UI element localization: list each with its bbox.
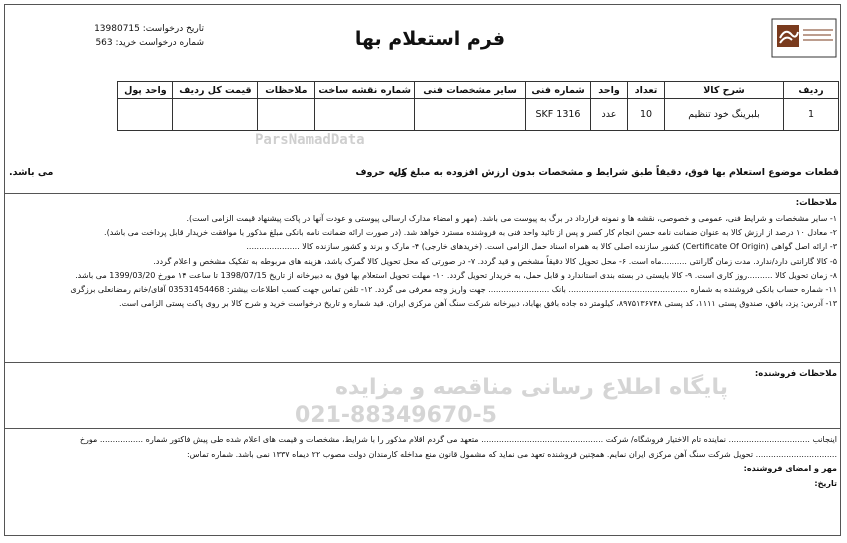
cell-currency[interactable] [118, 99, 173, 131]
cell-remarks[interactable] [258, 99, 315, 131]
cell-other-specs[interactable] [415, 99, 526, 131]
date-label: تاریخ: [814, 478, 837, 488]
divider [5, 428, 840, 429]
col-header-row-number: ردیف [784, 82, 839, 99]
cell-quantity: 10 [628, 99, 665, 131]
seller-commitment [9, 433, 837, 491]
note-line: ۸- زمان تحویل کالا ..........روز کاری است. ۹- کالا بایستی در بسته بندی استاندارد و قابل حمل، به خریدار تحویل گردد. ۱۰- مهلت تحویل استعلام بها فوق به دبیرخانه از تاریخ 1398/07/15 تا ساعت ۱۴ مورخ 1399/03/20 می باشد. [75, 270, 837, 280]
note-line: ۱۱- شماره حساب بانکی فروشنده به شماره ............................................... بانک ........................ جهت واریز وجه معرفی می گردد. ۱۲- تلفن تماس جهت کسب اطلاعات بیشتر: 03531454468 آقای/خانم رمضانعلی برزگری [70, 285, 837, 295]
divider [5, 362, 840, 363]
statement-part1: قطعات موضوع استعلام بها فوق، دقیقاً طبق شرایط و مشخصات بدون ارزش افزوده به مبلغ کل [392, 167, 839, 178]
watermark-phone: 021-88349670-5 [295, 403, 497, 428]
page-title: فرم استعلام بها [354, 28, 506, 50]
seller-signature-label: مهر و امضای فروشنده: [743, 464, 837, 473]
notes-title: ملاحظات: [795, 198, 837, 208]
notes-list [12, 212, 837, 311]
cell-row-number: 1 [784, 99, 839, 131]
statement-part3: می باشد. [9, 167, 54, 178]
items-table [117, 81, 839, 131]
note-line: ۱- سایر مشخصات و شرایط فنی، عمومی و خصوصی، نقشه ها و نمونه قرارداد در برگ به پیوست می باشد. (مهر و امضاء مدارک ارسالی پیوستی و عودت آنها در پاکت پیشنهاد قیمت الزامی است). [186, 214, 837, 223]
note-line: ۱۳- آدرس: یزد، بافق، صندوق پستی ۱۱۱۱، کد پستی ۸۹۷۵۱۳۶۷۴۸، کیلومتر ده جاده بافق بهاباد، دبیرخانه شرکت سنگ آهن مرکزی ایران. قید شماره و تاریخ درخواست خرید و شرح کالا بر روی پاکت پستی الزامی است. [119, 299, 837, 309]
request-number: شماره درخواست خرید: 563 [95, 38, 204, 48]
cell-technical-number: SKF 1316 [526, 99, 591, 131]
company-logo-icon [771, 18, 837, 58]
note-line: ۳- ارائه اصل گواهی (Certificate Of Origin) کشور سازنده اصلی کالا به همراه اسناد حمل الزامی است. (خریدهای خارجی) ۴- مارک و برند و کشور سازنده کالا ..................... [246, 242, 837, 252]
cell-unit: عدد [591, 99, 628, 131]
col-header-drawing-number: شماره نقشه ساخت [315, 82, 415, 99]
col-header-description: شرح کالا [665, 82, 784, 99]
seller-notes-title: ملاحظات فروشنده: [754, 369, 837, 379]
commitment-line-2: ................................ تحویل شرکت سنگ آهن مرکزی ایران نمایم. همچنین فروشنده تعهد می نماید که مشمول قانون منع مداخله کارمندان دولت مصوب ۲۲ دیماه ۱۳۳۷ نمی باشد. شماره تماس: [186, 449, 837, 459]
cell-drawing-number[interactable] [315, 99, 415, 131]
watermark-brand: ParsNamadData [255, 132, 365, 148]
col-header-unit: واحد [591, 82, 628, 99]
note-line: ۲- معادل ۱۰ درصد از ارزش کالا به عنوان ضمانت نامه حسن انجام کار کسر و پس از تائید واحد فنی به فروشنده مسترد خواهد شد. (در صورت ارائه ضمانت نامه بانکی مبلغ مذکور با موافقت خریدار قابل پرداخت می باشد). [104, 228, 837, 238]
table-row [118, 99, 839, 131]
commitment-line-1: اینجانب ................................ نماینده تام الاختیار فروشگاه/ شرکت ................................................ متعهد می گردم اقلام مذکور را با شرایط، مشخصات و قیمت های اعلام شده طی پیش فاکتور شماره ................. مورخ [79, 435, 837, 444]
watermark-text: پایگاه اطلاع رسانی مناقصه و مزایده [335, 375, 728, 400]
col-header-currency: واحد پول [118, 82, 173, 99]
request-info [14, 22, 204, 50]
request-date: تاریخ درخواست: 13980715 [94, 24, 204, 34]
statement-part2: و به حروف [355, 167, 407, 178]
cell-row-total[interactable] [173, 99, 258, 131]
note-line: ۵- کالا گارانتی دارد/ندارد. مدت زمان گارانتی ..........ماه است. ۶- محل تحویل کالا دقیقاً مشخص و قید گردد. ۷- در صورتی که محل تحویل کالا گمرک باشد، هزینه های مربوطه به تفکیک مشخص و اعلام گردد. [153, 256, 837, 266]
divider [5, 193, 840, 194]
table-header-row [118, 82, 839, 99]
col-header-other-specs: سایر مشخصات فنی [415, 82, 526, 99]
col-header-quantity: تعداد [628, 82, 665, 99]
col-header-remarks: ملاحظات [258, 82, 315, 99]
col-header-technical-number: شماره فنی [526, 82, 591, 99]
col-header-row-total: قیمت کل ردیف [173, 82, 258, 99]
cell-description: بلبرینگ خود تنظیم [665, 99, 784, 131]
